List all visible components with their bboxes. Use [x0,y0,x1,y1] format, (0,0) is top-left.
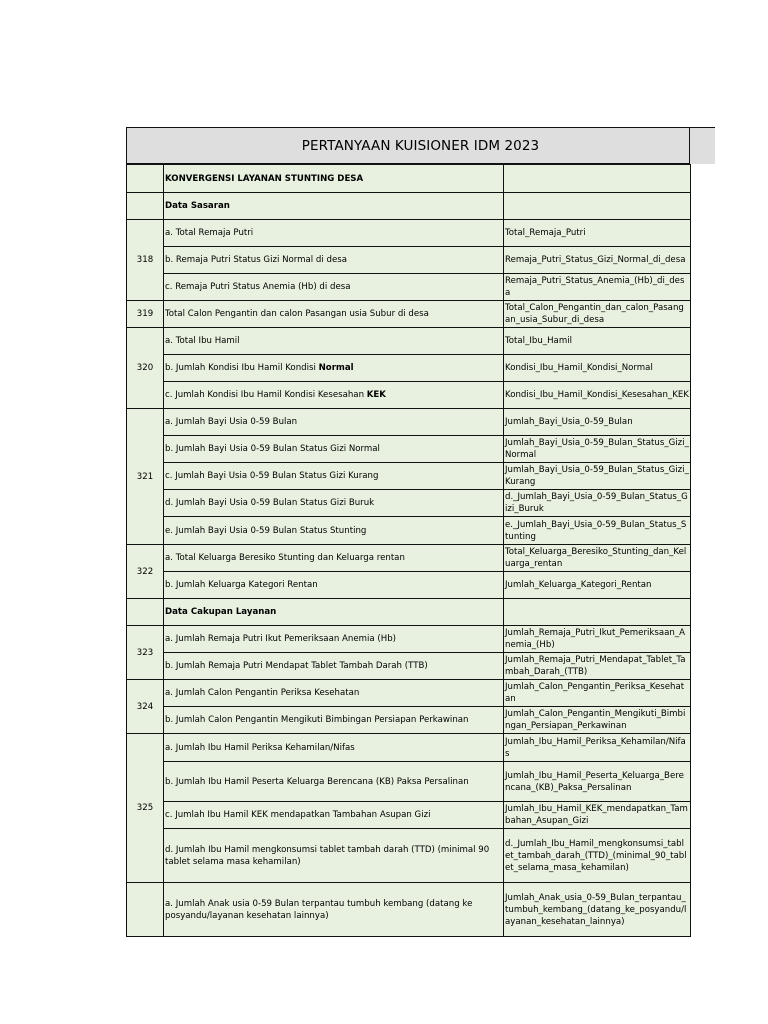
table-row [127,436,691,463]
table-row [127,355,691,382]
question-cell: b. Jumlah Ibu Hamil Peserta Keluarga Berencana (KB) Paksa Persalinan [164,762,504,802]
variable-cell: Remaja_Putri_Status_Anemia_(Hb)_di_desa [504,274,691,301]
table-row [127,734,691,762]
section-heading: KONVERGENSI LAYANAN STUNTING DESA [164,165,504,193]
variable-cell: Total_Ibu_Hamil [504,328,691,355]
variable-cell: Total_Keluarga_Beresiko_Stunting_dan_Keluarga_rentan [504,545,691,572]
variable-cell: Jumlah_Ibu_Hamil_KEK_mendapatkan_Tambahan_Asupan_Gizi [504,802,691,829]
question-cell: b. Jumlah Bayi Usia 0-59 Bulan Status Gizi Normal [164,436,504,463]
table-row [127,193,691,220]
question-cell: a. Total Remaja Putri [164,220,504,247]
question-cell: d. Jumlah Bayi Usia 0-59 Bulan Status Gizi Buruk [164,490,504,517]
question-cell: c. Jumlah Kondisi Ibu Hamil Kondisi Kesesahan KEK [164,382,504,409]
variable-cell [504,193,691,220]
variable-cell: Total_Remaja_Putri [504,220,691,247]
question-cell: a. Jumlah Bayi Usia 0-59 Bulan [164,409,504,436]
number-cell [127,599,164,626]
question-number: 321 [127,409,164,545]
question-cell: a. Jumlah Anak usia 0-59 Bulan terpantau tumbuh kembang (datang ke posyandu/layanan kesehatan lainnya) [164,883,504,937]
question-cell: Total Calon Pengantin dan calon Pasangan usia Subur di desa [164,301,504,328]
question-cell: a. Jumlah Remaja Putri Ikut Pemeriksaan Anemia (Hb) [164,626,504,653]
variable-cell: Jumlah_Calon_Pengantin_Mengikuti_Bimbingan_Persiapan_Perkawinan [504,707,691,734]
section-heading: Data Sasaran [164,193,504,220]
questionnaire-table [126,164,691,937]
variable-cell: Jumlah_Calon_Pengantin_Periksa_Kesehatan [504,680,691,707]
table-row [127,463,691,490]
table-row [127,490,691,517]
variable-cell: Remaja_Putri_Status_Gizi_Normal_di_desa [504,247,691,274]
variable-cell: Jumlah_Ibu_Hamil_Peserta_Keluarga_Berencana_(KB)_Paksa_Persalinan [504,762,691,802]
table-row [127,626,691,653]
question-cell: e. Jumlah Bayi Usia 0-59 Bulan Status Stunting [164,517,504,545]
question-cell: b. Remaja Putri Status Gizi Normal di desa [164,247,504,274]
variable-cell: Jumlah_Anak_usia_0-59_Bulan_terpantau_tumbuh_kembang_(datang_ke_posyandu/layanan_kesehatan_lainnya) [504,883,691,937]
table-row [127,707,691,734]
question-cell: b. Jumlah Kondisi Ibu Hamil Kondisi Normal [164,355,504,382]
question-number: 319 [127,301,164,328]
table-row [127,301,691,328]
variable-cell: e._Jumlah_Bayi_Usia_0-59_Bulan_Status_Stunting [504,517,691,545]
question-cell: c. Jumlah Bayi Usia 0-59 Bulan Status Gizi Kurang [164,463,504,490]
variable-cell: Jumlah_Bayi_Usia_0-59_Bulan_Status_Gizi_Kurang [504,463,691,490]
question-cell: a. Jumlah Calon Pengantin Periksa Kesehatan [164,680,504,707]
question-number: 323 [127,626,164,680]
question-cell: a. Total Keluarga Beresiko Stunting dan Keluarga rentan [164,545,504,572]
variable-cell: Jumlah_Bayi_Usia_0-59_Bulan [504,409,691,436]
table-row [127,599,691,626]
table-row [127,274,691,301]
question-number: 322 [127,545,164,599]
variable-cell: Jumlah_Remaja_Putri_Mendapat_Tablet_Tambah_Darah_(TTB) [504,653,691,680]
question-cell: a. Jumlah Ibu Hamil Periksa Kehamilan/Nifas [164,734,504,762]
variable-cell: d._Jumlah_Ibu_Hamil_mengkonsumsi_tablet_tambah_darah_(TTD)_(minimal_90_tablet_selama_masa_kehamilan) [504,829,691,883]
table-row [127,680,691,707]
page-title: PERTANYAAN KUISIONER IDM 2023 [301,138,540,154]
table-row [127,220,691,247]
table-row [127,328,691,355]
variable-cell: Total_Calon_Pengantin_dan_calon_Pasangan_usia_Subur_di_desa [504,301,691,328]
question-cell: b. Jumlah Calon Pengantin Mengikuti Bimbingan Persiapan Perkawinan [164,707,504,734]
table-row [127,762,691,802]
variable-cell: Jumlah_Keluarga_Kategori_Rentan [504,572,691,599]
table-row [127,409,691,436]
table-row [127,517,691,545]
table-row [127,165,691,193]
question-number: 324 [127,680,164,734]
section-heading: Data Cakupan Layanan [164,599,504,626]
question-cell: b. Jumlah Keluarga Kategori Rentan [164,572,504,599]
number-cell [127,883,164,937]
table-row [127,382,691,409]
variable-cell: Jumlah_Ibu_Hamil_Periksa_Kehamilan/Nifas [504,734,691,762]
variable-cell [504,165,691,193]
table-row [127,829,691,883]
variable-cell: Jumlah_Remaja_Putri_Ikut_Pemeriksaan_Anemia_(Hb) [504,626,691,653]
table-row [127,545,691,572]
question-number: 318 [127,220,164,301]
question-number: 320 [127,328,164,409]
variable-cell: Kondisi_Ibu_Hamil_Kondisi_Kesesahan_KEK [504,382,691,409]
question-cell: d. Jumlah Ibu Hamil mengkonsumsi tablet tambah darah (TTD) (minimal 90 tablet selama masa kehamilan) [164,829,504,883]
question-cell: c. Remaja Putri Status Anemia (Hb) di desa [164,274,504,301]
variable-cell [504,599,691,626]
number-cell [127,165,164,193]
variable-cell: d._Jumlah_Bayi_Usia_0-59_Bulan_Status_Gizi_Buruk [504,490,691,517]
question-cell: b. Jumlah Remaja Putri Mendapat Tablet Tambah Darah (TTB) [164,653,504,680]
variable-cell: Jumlah_Bayi_Usia_0-59_Bulan_Status_Gizi_Normal [504,436,691,463]
table-row [127,883,691,937]
table-row [127,653,691,680]
variable-cell: Kondisi_Ibu_Hamil_Kondisi_Normal [504,355,691,382]
question-cell: a. Total Ibu Hamil [164,328,504,355]
question-number: 325 [127,734,164,883]
table-row [127,572,691,599]
table-row [127,247,691,274]
question-cell: c. Jumlah Ibu Hamil KEK mendapatkan Tambahan Asupan Gizi [164,802,504,829]
number-cell [127,193,164,220]
table-row [127,802,691,829]
